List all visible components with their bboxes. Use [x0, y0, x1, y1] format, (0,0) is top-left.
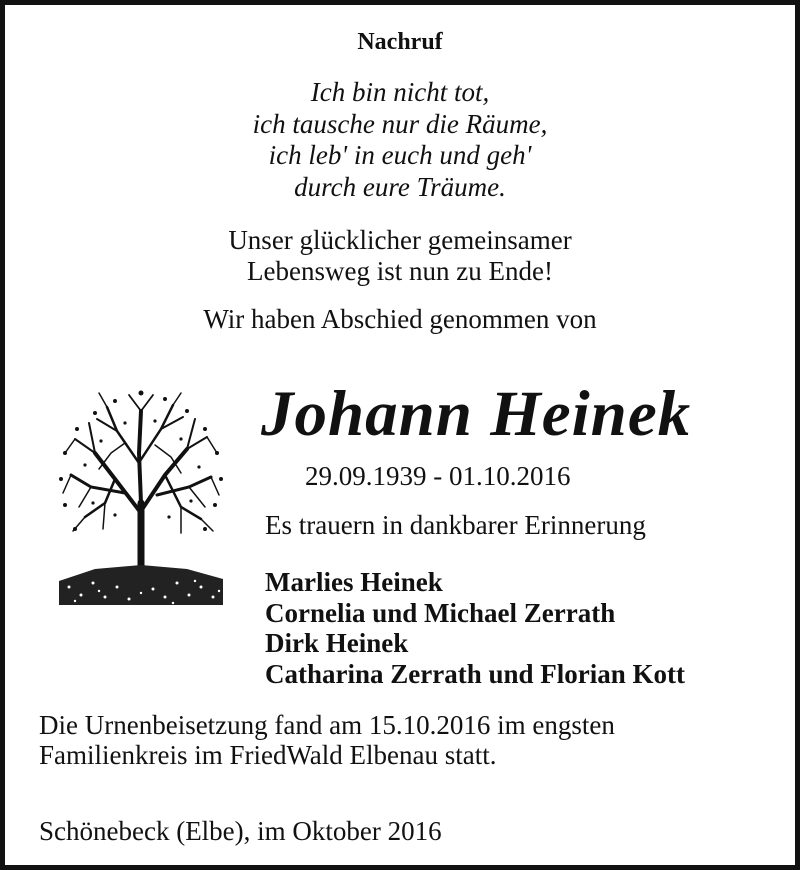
poem-line: ich leb' in euch und geh' — [268, 140, 532, 170]
mourner-name: Marlies Heinek — [265, 567, 443, 597]
mourning-line: Es trauern in dankbarer Erinnerung — [265, 510, 646, 540]
tree-icon — [55, 383, 227, 611]
burial-info — [39, 710, 615, 770]
poem-line: Ich bin nicht tot, — [310, 77, 490, 107]
intro-line: Unser glücklicher gemeinsamer — [228, 225, 572, 255]
place-date: Schönebeck (Elbe), im Oktober 2016 — [39, 816, 442, 846]
mourner-name: Catharina Zerrath und Florian Kott — [265, 658, 686, 689]
poem — [5, 77, 795, 203]
life-dates: 29.09.1939 - 01.10.2016 — [305, 461, 571, 491]
burial-info-line: Familienkreis im FriedWald Elbenau statt. — [39, 740, 497, 770]
deceased-name: Johann Heinek — [261, 378, 692, 450]
intro-text — [5, 225, 795, 287]
poem-line: ich tausche nur die Räume, — [252, 108, 548, 139]
notice-heading: Nachruf — [357, 29, 443, 55]
burial-info-line: Die Urnenbeisetzung fand am 15.10.2016 im engsten — [39, 710, 615, 740]
mourners-list — [265, 567, 685, 689]
farewell-text: Wir haben Abschied genommen von — [203, 304, 597, 334]
mourner-name: Dirk Heinek — [265, 628, 409, 658]
intro-line: Lebensweg ist nun zu Ende! — [247, 256, 553, 286]
mourner-name: Cornelia und Michael Zerrath — [265, 597, 616, 628]
poem-line: durch eure Träume. — [294, 171, 506, 202]
